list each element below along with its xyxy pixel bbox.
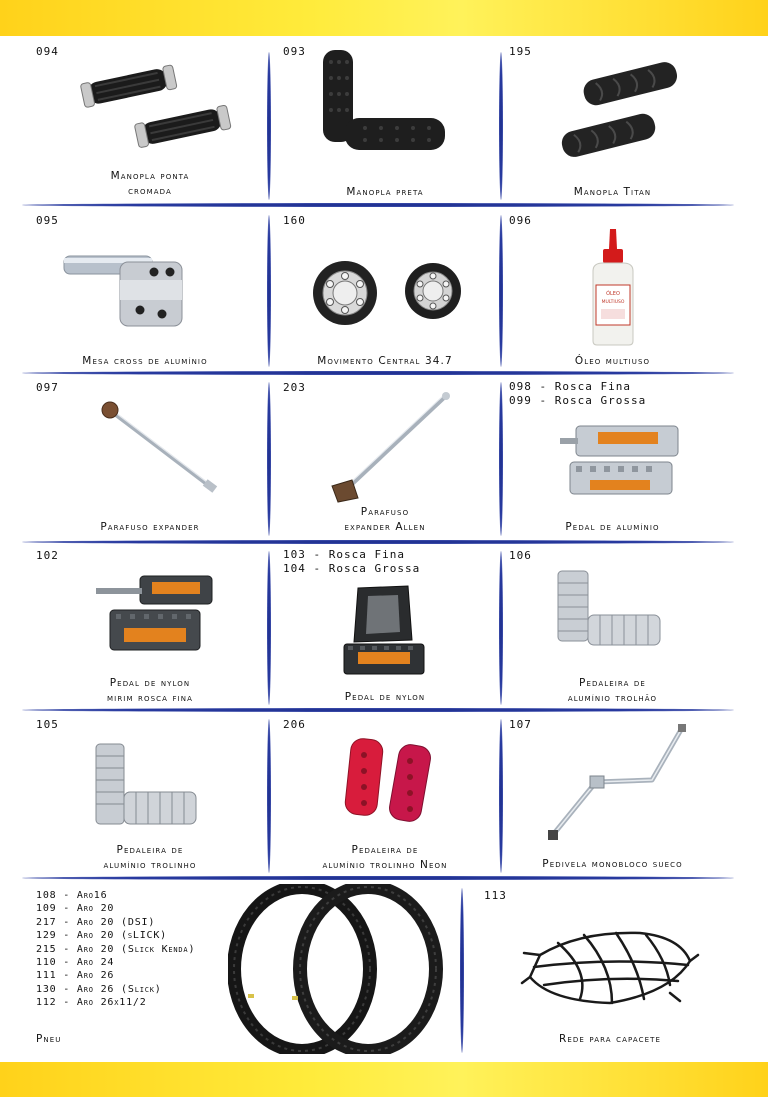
tires-image (228, 884, 443, 1054)
product-code: 105 (36, 718, 59, 731)
product-name: Pedivela monobloco sueco (542, 858, 683, 870)
tire-model: 111 - Aro 26 (36, 970, 115, 982)
product-name: Pedal de nylon mirim rosca fina (107, 677, 193, 704)
peg-neon-image (340, 735, 440, 830)
column-separator (499, 719, 503, 873)
column-separator (499, 382, 503, 536)
product-name: Manopla Titan (573, 186, 652, 198)
nylon-pedal-image (340, 580, 430, 680)
tire-title: Pneu (36, 1033, 62, 1045)
top-yellow-band (0, 0, 768, 36)
product-name: Pedal de nylon (344, 691, 426, 703)
product-code: 206 (283, 718, 306, 731)
product-code: 102 (36, 549, 59, 562)
bottom-yellow-band (0, 1062, 768, 1097)
column-separator (267, 719, 271, 873)
row-separator (22, 371, 734, 375)
nylon-mirim-pedal-image (90, 572, 220, 657)
column-separator (267, 551, 271, 705)
grip-black-image (315, 48, 455, 158)
product-code: 103 - Rosca Fina (283, 548, 405, 561)
column-separator (499, 215, 503, 367)
grip-chrome-image (70, 58, 250, 158)
product-code: 203 (283, 381, 306, 394)
product-name: Mesa cross de alumínio (82, 355, 208, 367)
tire-model: 217 - Aro 20 (DSI) (36, 916, 156, 928)
product-name: Pedal de alumínio (565, 521, 660, 533)
row-separator (22, 708, 734, 712)
tire-model: 112 - Aro 26x11/2 (36, 997, 147, 1009)
product-code: 097 (36, 381, 59, 394)
tire-model-list (36, 889, 195, 1010)
peg-trolinho-image (90, 742, 200, 832)
tire-model: 129 - Aro 20 (sLICK) (36, 930, 167, 942)
product-code: 113 (484, 889, 507, 902)
crank-image (540, 724, 690, 849)
product-name: Pedaleira de alumínio trolinho (103, 844, 197, 871)
product-name: Movimento Central 34.7 (317, 355, 453, 367)
column-separator (499, 52, 503, 200)
product-name: Pedaleira de alumínio trolhão (567, 677, 658, 704)
product-name: Manopla preta (346, 186, 424, 198)
product-name: Óleo multiuso (574, 355, 651, 367)
product-name: Parafuso expander Allen (344, 506, 426, 533)
grip-titan-image (555, 50, 685, 165)
product-name: Rede para capacete (558, 1033, 662, 1045)
tire-model: 130 - Aro 26 (Slick) (36, 983, 162, 995)
product-name: Parafuso expander (100, 521, 200, 533)
column-separator (267, 382, 271, 536)
helmet-net-image (520, 915, 700, 1015)
column-separator (460, 888, 464, 1053)
product-code: 098 - Rosca Fina (509, 380, 631, 393)
column-separator (499, 551, 503, 705)
tire-model: 110 - Aro 24 (36, 957, 115, 969)
product-code: 095 (36, 214, 59, 227)
product-code: 106 (509, 549, 532, 562)
row-separator (22, 876, 734, 880)
expander-allen-image (318, 390, 453, 505)
product-name: Pedaleira de alumínio trolinho Neon (322, 844, 448, 871)
oil-label-text: ÓLEO (606, 291, 620, 297)
aluminum-pedal-image (558, 422, 688, 502)
product-name: Manopla ponta cromada (110, 170, 190, 197)
product-code: 093 (283, 45, 306, 58)
bottom-bracket-image (305, 258, 465, 328)
row-separator (22, 540, 734, 544)
peg-trolhao-image (552, 565, 667, 655)
product-code: 096 (509, 214, 532, 227)
product-code: 107 (509, 718, 532, 731)
tire-model: 109 - Aro 20 (36, 903, 115, 915)
product-code: 094 (36, 45, 59, 58)
product-code: 195 (509, 45, 532, 58)
oil-label-text: MULTIUSO (601, 300, 625, 305)
expander-bolt-image (94, 398, 224, 498)
column-separator (267, 52, 271, 200)
column-separator (267, 215, 271, 367)
tire-model: 108 - Aro16 (36, 890, 108, 901)
tire-model: 215 - Aro 20 (Slick Kenda) (36, 943, 196, 955)
product-code: 104 - Rosca Grossa (283, 562, 421, 575)
product-code: 160 (283, 214, 306, 227)
row-separator (22, 203, 734, 207)
oil-bottle-image (587, 227, 639, 347)
stem-image (60, 240, 190, 335)
product-code: 099 - Rosca Grossa (509, 394, 647, 407)
